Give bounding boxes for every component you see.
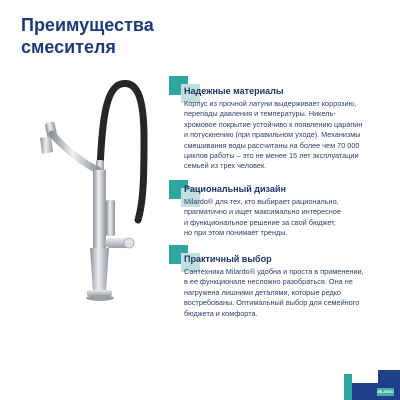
feature-text-line: и функциональное решение за свой бюджет, (184, 217, 336, 227)
feature-practical-choice (184, 254, 389, 319)
feature-text-line: семьей из трех человек. (184, 161, 267, 171)
feature-heading: Рациональный дизайн (184, 184, 286, 194)
feature-text-line: и потускнению (при правильном уходе). Механизмы (184, 130, 361, 140)
feature-text-line: Milardo® для тех, кто выбирает рационально, (184, 197, 339, 206)
feature-text-line: бюджета и комфорта. (184, 308, 258, 318)
feature-heading: Практичный выбор (184, 254, 272, 264)
feature-text-line: Сантехника Milardo® удобна и проста в применении, (184, 267, 364, 276)
corner-white-notch (352, 370, 378, 383)
feature-text-line: перепады давления и температуры. Никель- (184, 109, 336, 119)
feature-text (184, 99, 389, 172)
feature-text-line: прагматично и ищет максимально интересное (184, 207, 341, 217)
faucet-image (20, 60, 170, 390)
feature-text-line: нагружена лишними деталями, которые редко (184, 287, 342, 297)
feature-text-line: в ее функционале несложно разобраться. Она не (184, 277, 353, 287)
corner-decoration (332, 360, 400, 400)
feature-rational-design (184, 184, 389, 239)
brand-logo: MILARDO (377, 390, 394, 394)
title-line-2: смесителя (21, 37, 116, 57)
feature-text-line: но при этом понимает тренды. (184, 228, 288, 238)
feature-text-line: смешивания воды рассчитаны на более чем 70 000 (184, 140, 360, 150)
feature-heading: Надежные материалы (184, 86, 284, 96)
title-line-1: Преимущества (21, 15, 154, 35)
feature-text-line: востребованы. Оптимальный выбор для семейного (184, 298, 360, 308)
feature-reliable-materials (184, 86, 389, 172)
feature-text (184, 267, 389, 319)
feature-text (184, 197, 389, 239)
feature-text-line: Корпус из прочной латуни выдерживает коррозию, (184, 99, 357, 108)
feature-text-line: хромовое покрытие устойчиво к появлению царапин (184, 119, 363, 129)
page-title (21, 14, 154, 58)
feature-text-line: циклов работы – это не менее 15 лет эксплуатации (184, 151, 359, 161)
